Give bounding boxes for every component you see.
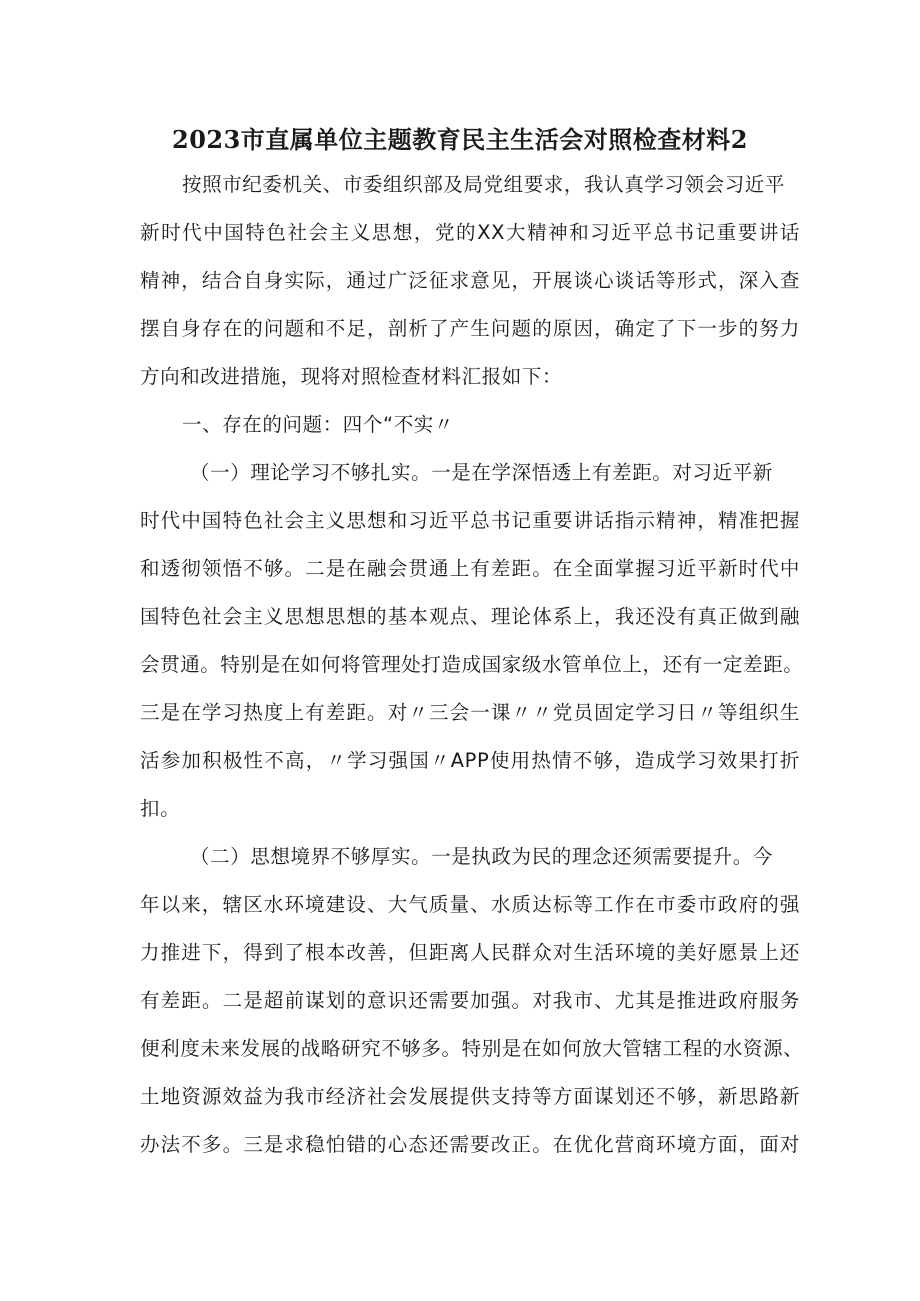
paragraph-line: 扣。 bbox=[140, 797, 181, 820]
paragraph-line: 精神，结合自身实际，通过广泛征求意见，开展谈心谈话等形式，深入查 bbox=[140, 269, 800, 292]
section-heading: 一、存在的问题：四个“不实〃 bbox=[182, 413, 455, 436]
paragraph-line: 有差距。二是超前谋划的意识还需要加强。对我市、尤其是推进政府服务 bbox=[140, 989, 800, 1012]
paragraph-line: 活参加积极性不高，〃学习强国〃APP使用热情不够，造成学习效果打折 bbox=[140, 749, 800, 772]
document-title: 2023市直属单位主题教育民主生活会对照检查材料2 bbox=[172, 125, 748, 154]
paragraph-line: （二）思想境界不够厚实。一是执政为民的理念还须需要提升。今 bbox=[190, 845, 773, 868]
paragraph-line: 年以来，辖区水环境建设、大气质量、水质达标等工作在市委市政府的强 bbox=[140, 893, 800, 916]
paragraph-line: 土地资源效益为我市经济社会发展提供支持等方面谋划还不够，新思路新 bbox=[140, 1085, 800, 1108]
paragraph-line: （一）理论学习不够扎实。一是在学深悟透上有差距。对习近平新 bbox=[190, 461, 773, 484]
paragraph-line: 三是在学习热度上有差距。对〃三会一课〃〃党员固定学习日〃等组织生 bbox=[140, 701, 800, 724]
paragraph-line: 时代中国特色社会主义思想和习近平总书记重要讲话指示精神，精准把握 bbox=[140, 509, 800, 532]
paragraph-line: 力推进下，得到了根本改善，但距离人民群众对生活环境的美好愿景上还 bbox=[140, 941, 800, 964]
paragraph-line: 按照市纪委机关、市委组织部及局党组要求，我认真学习领会习近平 bbox=[182, 173, 786, 196]
paragraph-line: 国特色社会主义思想思想的基本观点、理论体系上，我还没有真正做到融 bbox=[140, 605, 800, 628]
paragraph-line: 便利度未来发展的战略研究不够多。特别是在如何放大管辖工程的水资源、 bbox=[140, 1037, 804, 1060]
paragraph-line: 新时代中国特色社会主义思想，党的XX大精神和习近平总书记重要讲话 bbox=[140, 221, 800, 244]
paragraph-line: 摆自身存在的问题和不足，剖析了产生问题的原因，确定了下一步的努力 bbox=[140, 317, 800, 340]
paragraph-line: 方向和改进措施，现将对照检查材料汇报如下： bbox=[140, 365, 563, 388]
paragraph-line: 会贯通。特别是在如何将管理处打造成国家级水管单位上，还有一定差距。 bbox=[140, 653, 804, 676]
paragraph-line: 和透彻领悟不够。二是在融会贯通上有差距。在全面掌握习近平新时代中 bbox=[140, 557, 800, 580]
paragraph-line: 办法不多。三是求稳怕错的心态还需要改正。在优化营商环境方面，面对 bbox=[140, 1133, 800, 1156]
